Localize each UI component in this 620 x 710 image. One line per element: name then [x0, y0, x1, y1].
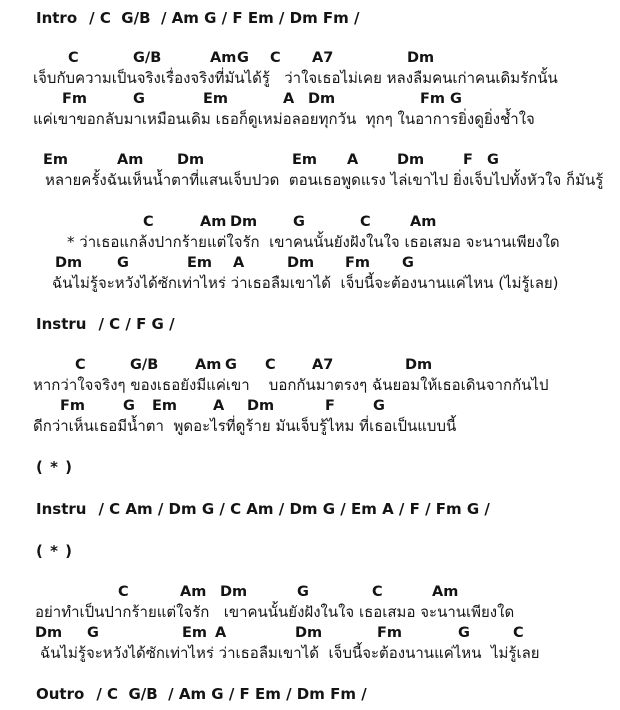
chord-symbol: Em: [187, 255, 213, 271]
chord-symbol: G: [237, 50, 249, 66]
chord-symbol: Dm: [230, 214, 258, 230]
section-label: Instru: [36, 315, 87, 333]
chord-symbol: G: [297, 584, 309, 600]
chord-symbol: G: [487, 152, 499, 168]
chord-line: [0, 253, 620, 273]
section-line-instru-1: [0, 314, 620, 334]
chord-symbol: A: [215, 625, 227, 641]
chord-line: [0, 623, 620, 643]
repeat-mark: ( * ): [36, 542, 73, 560]
section-label: Intro: [36, 9, 78, 27]
chord-symbol: F: [325, 398, 335, 414]
chord-symbol: Am: [210, 50, 237, 66]
chord-symbol: Dm: [295, 625, 323, 641]
chord-symbol: A7: [312, 50, 334, 66]
chord-symbol: C: [360, 214, 371, 230]
chord-line: [0, 150, 620, 170]
chord-symbol: G: [87, 625, 99, 641]
chord-symbol: Dm: [35, 625, 63, 641]
chord-symbol: Am: [432, 584, 459, 600]
lyric-line: ดีกว่าเห็นเธอมีน้ำตา พูดอะไรที่ดูร้าย มันเจ็บรู้ไหม ที่เธอเป็นแบบนี้: [33, 417, 457, 435]
chord-symbol: G: [293, 214, 305, 230]
chord-symbol: A: [233, 255, 245, 271]
chord-symbol: Em: [152, 398, 178, 414]
chord-symbol: C: [68, 50, 79, 66]
chord-symbol: Dm: [55, 255, 83, 271]
chord-symbol: C: [270, 50, 281, 66]
chord-symbol: G/B: [130, 357, 159, 373]
lyric-line: หากว่าใจจริงๆ ของเธอยังมีแค่เขา บอกกันมาตรงๆ ฉันยอมให้เธอเดินจากกันไป: [33, 376, 549, 394]
chord-line: [0, 355, 620, 375]
chord-symbol: C: [513, 625, 524, 641]
chord-symbol: G: [133, 91, 145, 107]
chord-symbol: Am: [180, 584, 207, 600]
chord-line: [0, 212, 620, 232]
lyric-line: ฉันไม่รู้จะหวังได้ซักเท่าไหร่ ว่าเธอลืมเขาได้ เจ็บนี้จะต้องนานแค่ไหน (ไม่รู้เลย): [52, 274, 559, 292]
chord-line: [0, 48, 620, 68]
lyric-line: * ว่าเธอแกล้งปากร้ายแต่ใจรัก เขาคนนั้นยังฝังในใจ เธอเสมอ จะนานเพียงใด: [67, 233, 560, 251]
chord-symbol: Em: [182, 625, 208, 641]
chord-symbol: Em: [203, 91, 229, 107]
chord-symbol: G: [117, 255, 129, 271]
lyric-line: อย่าทำเป็นปากร้ายแต่ใจรัก เขาคนนั้นยังฝังในใจ เธอเสมอ จะนานเพียงใด: [35, 603, 515, 621]
chord-symbol: Fm: [62, 91, 88, 107]
chord-symbol: A7: [312, 357, 334, 373]
chord-symbol: G/B: [133, 50, 162, 66]
lyric-line: เจ็บกับความเป็นจริงเรื่องจริงที่มันได้รู้ ว่าใจเธอไม่เคย หลงลืมคนเก่าคนเดิมรักนั้น: [33, 69, 558, 87]
chord-symbol: G: [123, 398, 135, 414]
chord-symbol: C: [143, 214, 154, 230]
section-line-outro: [0, 684, 620, 704]
chord-symbol: F: [463, 152, 473, 168]
chord-symbol: Dm: [177, 152, 205, 168]
chord-symbol: Am: [117, 152, 144, 168]
chord-symbol: Fm: [377, 625, 403, 641]
chord-symbol: Fm: [60, 398, 86, 414]
section-label: Instru: [36, 500, 87, 518]
chord-symbol: Fm: [420, 91, 446, 107]
chord-symbol: Dm: [247, 398, 275, 414]
chord-line: [0, 89, 620, 109]
chord-symbol: A: [283, 91, 295, 107]
chord-symbol: A: [213, 398, 225, 414]
repeat-mark: ( * ): [36, 458, 73, 476]
chord-symbol: G: [450, 91, 462, 107]
chord-symbol: Dm: [287, 255, 315, 271]
chord-symbol: Am: [410, 214, 437, 230]
section-chord-progression: / C Am / Dm G / C Am / Dm G / Em A / F / Fm G /: [98, 500, 490, 518]
section-line-instru-2: [0, 499, 620, 519]
chord-symbol: Dm: [407, 50, 435, 66]
chord-symbol: C: [75, 357, 86, 373]
section-label: Outro: [36, 685, 85, 703]
lyric-line: แค่เขาขอกลับมาเหมือนเดิม เธอก็ดูเหม่อลอยทุกวัน ทุกๆ ในอาการยิ่งดูยิ่งช้ำใจ: [33, 110, 535, 128]
chord-line: [0, 396, 620, 416]
section-chord-progression: / C G/B / Am G / F Em / Dm Fm /: [89, 9, 360, 27]
chord-symbol: Em: [43, 152, 69, 168]
chord-symbol: Em: [292, 152, 318, 168]
chord-symbol: Dm: [405, 357, 433, 373]
chord-symbol: Dm: [220, 584, 248, 600]
chord-symbol: G: [373, 398, 385, 414]
section-line-intro: [0, 8, 620, 28]
chord-symbol: Fm: [345, 255, 371, 271]
chord-symbol: A: [347, 152, 359, 168]
chord-symbol: G: [225, 357, 237, 373]
chord-symbol: Am: [195, 357, 222, 373]
chord-symbol: G: [402, 255, 414, 271]
lyric-line: หลายครั้งฉันเห็นน้ำตาที่แสนเจ็บปวด ตอนเธอพูดแรง ไล่เขาไป ยิ่งเจ็บไปทั้งหัวใจ ก็มันรู้: [45, 171, 604, 189]
section-chord-progression: / C / F G /: [98, 315, 175, 333]
chord-symbol: C: [118, 584, 129, 600]
chord-symbol: Am: [200, 214, 227, 230]
lyric-line: ฉันไม่รู้จะหวังได้ซักเท่าไหร่ ว่าเธอลืมเขาได้ เจ็บนี้จะต้องนานแค่ไหน ไม่รู้เลย: [40, 644, 540, 662]
chord-symbol: C: [265, 357, 276, 373]
chord-symbol: Dm: [397, 152, 425, 168]
section-chord-progression: / C G/B / Am G / F Em / Dm Fm /: [96, 685, 367, 703]
chord-symbol: Dm: [308, 91, 336, 107]
chord-line: [0, 582, 620, 602]
chord-symbol: C: [372, 584, 383, 600]
chord-symbol: G: [458, 625, 470, 641]
